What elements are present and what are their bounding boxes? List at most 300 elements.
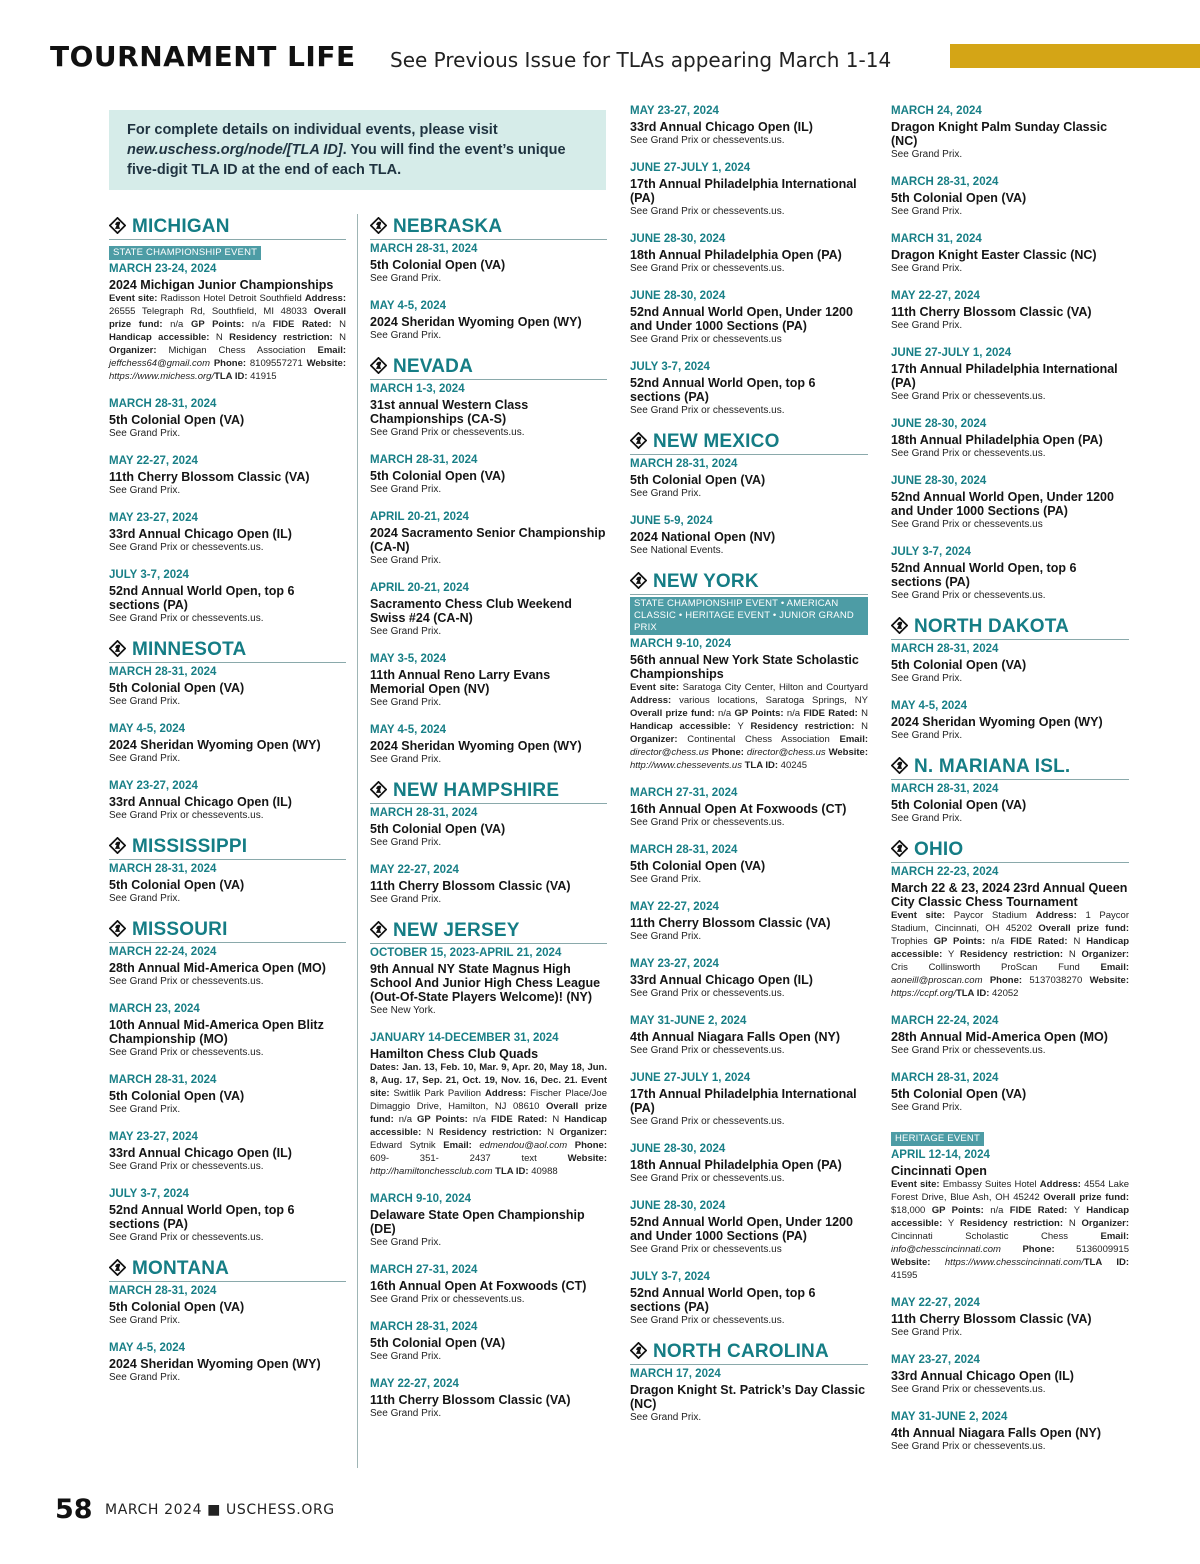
detail-label: Website: xyxy=(1089,975,1129,986)
state-name: NEW MEXICO xyxy=(653,431,780,452)
detail-label: Organizer: xyxy=(630,734,688,745)
event-name: 52nd Annual World Open, top 6 sections (PA) xyxy=(109,584,295,612)
detail-label: Residency restriction: xyxy=(960,949,1069,960)
detail-label: Residency restriction: xyxy=(750,721,862,732)
event-listing xyxy=(891,474,1129,531)
event-listing xyxy=(370,1320,607,1363)
event-listing xyxy=(370,581,607,638)
event-name: 52nd Annual World Open, top 6 sections (PA) xyxy=(109,1203,295,1231)
event-note: See Grand Prix. xyxy=(370,837,442,848)
detail-value: $18,000 xyxy=(891,1205,932,1216)
detail-value: N xyxy=(552,1114,565,1125)
state-heading xyxy=(370,920,607,944)
event-date: MAY 4-5, 2024 xyxy=(370,724,447,736)
detail-value: 5137038270 xyxy=(1029,975,1090,986)
event-listing xyxy=(891,865,1129,1000)
event-listing xyxy=(109,779,346,822)
event-listing xyxy=(109,722,346,765)
event-note: See Grand Prix or chessevents.us. xyxy=(109,542,264,553)
event-name: 5th Colonial Open (VA) xyxy=(109,413,245,427)
event-date: APRIL 20-21, 2024 xyxy=(370,511,469,523)
event-note: See Grand Prix. xyxy=(109,428,181,439)
event-listing xyxy=(630,957,868,1000)
event-name: 5th Colonial Open (VA) xyxy=(891,658,1027,672)
event-name: 16th Annual Open At Foxwoods (CT) xyxy=(370,1279,587,1293)
event-name: 18th Annual Philadelphia Open (PA) xyxy=(630,248,842,262)
state-name: NEW JERSEY xyxy=(393,920,520,941)
detail-value: Y xyxy=(948,1218,961,1229)
detail-value: N xyxy=(861,708,868,719)
detail-label: Website: xyxy=(891,1257,945,1268)
event-listing xyxy=(370,242,607,285)
event-date: MAY 23-27, 2024 xyxy=(891,1354,980,1366)
detail-value: n/a xyxy=(991,936,1011,947)
event-name: 5th Colonial Open (VA) xyxy=(109,681,245,695)
detail-value: n/a xyxy=(170,319,191,330)
detail-label: Overall prize fund: xyxy=(370,1101,607,1125)
details-notice xyxy=(109,110,606,190)
detail-link[interactable]: jeffchess64@gmail.com xyxy=(109,358,210,369)
detail-label: GP Points: xyxy=(931,1205,991,1216)
event-date: MAY 23-27, 2024 xyxy=(630,105,719,117)
event-note: See Grand Prix. xyxy=(370,330,442,341)
event-date: JULY 3-7, 2024 xyxy=(891,546,971,558)
event-note: See Grand Prix. xyxy=(370,1351,442,1362)
event-date: JUNE 28-30, 2024 xyxy=(891,475,987,487)
event-date: MAY 22-27, 2024 xyxy=(891,290,980,302)
state-name: NEVADA xyxy=(393,356,474,377)
event-badge: STATE CHAMPIONSHIP EVENT • AMERICAN CLASSIC • HERITAGE EVENT • JUNIOR GRAND PRIX xyxy=(630,597,868,635)
knight-icon xyxy=(370,217,387,234)
event-date: MARCH 28-31, 2024 xyxy=(109,398,217,410)
event-note: See Grand Prix or chessevents.us. xyxy=(630,405,785,416)
detail-label: TLA ID: xyxy=(741,760,781,771)
event-date: MAY 31-JUNE 2, 2024 xyxy=(891,1411,1008,1423)
event-date: MARCH 28-31, 2024 xyxy=(109,863,217,875)
event-name: 33rd Annual Chicago Open (IL) xyxy=(109,795,292,809)
detail-value: Embassy Suites Hotel xyxy=(942,1179,1040,1190)
event-listing xyxy=(891,1014,1129,1057)
detail-value: N xyxy=(215,332,230,343)
event-date: JUNE 28-30, 2024 xyxy=(630,290,726,302)
event-name: 52nd Annual World Open, Under 1200 and Under 1000 Sections (PA) xyxy=(630,305,853,333)
event-note: See Grand Prix or chessevents.us. xyxy=(109,1161,264,1172)
event-listing xyxy=(370,863,607,906)
event-date: MAY 22-27, 2024 xyxy=(630,901,719,913)
knight-icon xyxy=(109,920,126,937)
detail-value: Michigan Chess Association xyxy=(168,345,318,356)
event-note: See Grand Prix or chessevents.us xyxy=(630,1244,782,1255)
event-date: MARCH 28-31, 2024 xyxy=(891,643,999,655)
event-name: Hamilton Chess Club Quads xyxy=(370,1047,539,1061)
detail-label: Email: xyxy=(1100,962,1129,973)
detail-label: Overall prize fund: xyxy=(1038,923,1129,934)
event-listing xyxy=(109,397,346,440)
detail-value: n/a xyxy=(251,319,273,330)
detail-value: Saratoga City Center, Hilton and Courtyard xyxy=(682,682,869,693)
detail-value: 8109557271 xyxy=(249,358,307,369)
notice-url[interactable]: new.uschess.org/node/[TLA ID] xyxy=(127,142,343,158)
event-date: MARCH 22-24, 2024 xyxy=(109,946,217,958)
event-listing xyxy=(630,514,868,557)
detail-label: Organizer: xyxy=(1081,1218,1130,1229)
event-name: 5th Colonial Open (VA) xyxy=(370,469,506,483)
event-name: 2024 Sheridan Wyoming Open (WY) xyxy=(370,739,582,753)
state-name: MINNESOTA xyxy=(132,639,247,660)
detail-link[interactable]: info@chesscincinnati.com xyxy=(891,1244,1001,1255)
detail-label: TLA ID: xyxy=(1083,1257,1129,1268)
event-name: 11th Cherry Blossom Classic (VA) xyxy=(370,879,571,893)
event-listing xyxy=(109,454,346,497)
event-date: MAY 3-5, 2024 xyxy=(370,653,447,665)
event-listing xyxy=(630,161,868,218)
event-date: MARCH 28-31, 2024 xyxy=(370,1321,478,1333)
event-note: See National Events. xyxy=(630,545,724,556)
event-note: See Grand Prix. xyxy=(630,1412,702,1423)
event-listing xyxy=(891,232,1129,275)
event-listing xyxy=(109,242,346,383)
detail-link[interactable]: https://www.chesscincinnati.com/ xyxy=(944,1257,1084,1268)
knight-icon xyxy=(891,840,908,857)
event-note: See Grand Prix. xyxy=(630,488,702,499)
detail-label: TLA ID: xyxy=(214,371,251,382)
knight-icon xyxy=(109,640,126,657)
detail-value: 4554 Lake Forest Drive, Blue Ash, OH 45242 xyxy=(891,1179,1130,1203)
event-listing xyxy=(891,104,1129,161)
detail-label: Handicap accessible: xyxy=(891,1205,1129,1229)
detail-label: Overall prize fund: xyxy=(109,306,346,330)
detail-value: 41915 xyxy=(250,371,277,382)
event-listing xyxy=(370,510,607,567)
event-details xyxy=(891,909,1129,1000)
accent-bar xyxy=(950,44,1200,68)
detail-label: Phone: xyxy=(1000,1244,1077,1255)
detail-label: Email: xyxy=(443,1140,480,1151)
detail-link[interactable]: http://www.chessevents.us xyxy=(630,760,742,771)
event-listing xyxy=(630,1270,868,1327)
detail-value: N xyxy=(426,1127,440,1138)
event-note: See Grand Prix or chessevents.us. xyxy=(370,1294,525,1305)
state-name: NEW YORK xyxy=(653,571,759,592)
event-note: See Grand Prix or chessevents.us. xyxy=(891,1384,1046,1395)
event-listing xyxy=(891,699,1129,742)
event-date: MARCH 17, 2024 xyxy=(630,1368,721,1380)
event-name: 33rd Annual Chicago Open (IL) xyxy=(630,120,813,134)
detail-label: Organizer: xyxy=(559,1127,608,1138)
event-listing xyxy=(109,1130,346,1173)
event-name: 11th Cherry Blossom Classic (VA) xyxy=(370,1393,571,1407)
page-footer xyxy=(55,1494,335,1525)
detail-value: 41595 xyxy=(891,1270,918,1281)
event-date: APRIL 20-21, 2024 xyxy=(370,582,469,594)
event-listing xyxy=(370,946,607,1017)
detail-label: Address: xyxy=(1039,1179,1085,1190)
detail-value: 1 Paycor Stadium, Cincinnati, OH 45202 xyxy=(891,910,1129,934)
detail-value: 40245 xyxy=(780,760,808,771)
event-listing xyxy=(370,1263,607,1306)
detail-value: n/a xyxy=(398,1114,417,1125)
event-date: MARCH 9-10, 2024 xyxy=(630,638,731,650)
detail-label: Email: xyxy=(317,345,347,356)
column-2 xyxy=(370,212,607,1434)
event-date: MARCH 27-31, 2024 xyxy=(630,787,738,799)
event-name: 5th Colonial Open (VA) xyxy=(109,1300,245,1314)
state-heading xyxy=(109,1258,346,1282)
event-date: MAY 22-27, 2024 xyxy=(370,864,459,876)
event-name: 5th Colonial Open (VA) xyxy=(370,1336,506,1350)
detail-link[interactable]: aoneill@proscan.com xyxy=(891,975,983,986)
detail-value: Trophies xyxy=(891,936,934,947)
knight-icon xyxy=(891,617,908,634)
detail-value: various locations, Saratoga Springs, NY xyxy=(679,695,868,706)
event-date: MAY 22-27, 2024 xyxy=(891,1297,980,1309)
detail-value: 26555 Telegraph Rd, Southfield, MI 48033 xyxy=(109,306,314,317)
event-name: 11th Cherry Blossom Classic (VA) xyxy=(891,305,1092,319)
event-listing xyxy=(109,568,346,625)
event-date: MAY 22-27, 2024 xyxy=(109,455,198,467)
event-listing xyxy=(370,1377,607,1420)
page-number: 58 xyxy=(55,1494,93,1525)
event-badge: STATE CHAMPIONSHIP EVENT xyxy=(109,246,261,260)
event-details xyxy=(370,1061,607,1178)
knight-icon xyxy=(109,837,126,854)
detail-value: Radisson Hotel Detroit Southfield xyxy=(160,293,305,304)
event-name: 52nd Annual World Open, top 6 sections (PA) xyxy=(630,1286,816,1314)
event-listing xyxy=(891,782,1129,825)
event-name: Dragon Knight Palm Sunday Classic (NC) xyxy=(891,120,1108,148)
column-divider xyxy=(357,214,358,1468)
event-date: MARCH 28-31, 2024 xyxy=(891,1072,999,1084)
detail-label: Address: xyxy=(304,293,346,304)
event-name: 18th Annual Philadelphia Open (PA) xyxy=(891,433,1103,447)
event-note: See Grand Prix or chessevents.us. xyxy=(630,263,785,274)
event-name: 17th Annual Philadelphia International (PA) xyxy=(630,177,857,205)
detail-label: Address: xyxy=(485,1088,531,1099)
event-date: JUNE 28-30, 2024 xyxy=(630,1200,726,1212)
event-listing xyxy=(630,1199,868,1256)
event-note: See Grand Prix or chessevents.us. xyxy=(630,1173,785,1184)
detail-label: Address: xyxy=(1035,910,1086,921)
state-heading xyxy=(370,780,607,804)
event-listing xyxy=(370,723,607,766)
event-name: 5th Colonial Open (VA) xyxy=(630,473,766,487)
event-name: March 22 & 23, 2024 23rd Annual Queen City Classic Chess Tournament xyxy=(891,881,1128,909)
event-listing xyxy=(891,417,1129,460)
event-date: MARCH 22-24, 2024 xyxy=(891,1015,999,1027)
event-listing xyxy=(630,1071,868,1128)
detail-link[interactable]: director@chess.us xyxy=(630,747,709,758)
detail-link[interactable]: director@chess.us xyxy=(746,747,826,758)
event-note: See Grand Prix. xyxy=(109,485,181,496)
event-note: See Grand Prix. xyxy=(370,484,442,495)
event-date: MARCH 31, 2024 xyxy=(891,233,982,245)
event-note: See Grand Prix. xyxy=(891,149,963,160)
event-note: See Grand Prix. xyxy=(891,813,963,824)
column-4 xyxy=(891,102,1129,1467)
detail-link[interactable]: https://ccpf.org/ xyxy=(891,988,956,999)
event-listing xyxy=(370,382,607,439)
event-name: 52nd Annual World Open, top 6 sections (PA) xyxy=(630,376,816,404)
state-heading xyxy=(630,571,868,595)
detail-value: Continental Chess Association xyxy=(687,734,840,745)
event-listing xyxy=(891,175,1129,218)
event-name: 31st annual Western Class Championships (CA-S) xyxy=(370,398,529,426)
event-note: See Grand Prix. xyxy=(109,893,181,904)
detail-value: Y xyxy=(1073,1205,1087,1216)
event-name: Delaware State Open Championship (DE) xyxy=(370,1208,585,1236)
event-date: MAY 4-5, 2024 xyxy=(109,1342,186,1354)
event-listing xyxy=(109,1284,346,1327)
event-date: MARCH 28-31, 2024 xyxy=(370,807,478,819)
event-name: 2024 Sheridan Wyoming Open (WY) xyxy=(891,715,1103,729)
event-name: 5th Colonial Open (VA) xyxy=(370,258,506,272)
detail-label: Event site: xyxy=(891,910,954,921)
detail-label: Handicap accessible: xyxy=(630,721,738,732)
event-listing xyxy=(109,511,346,554)
section-subtitle: See Previous Issue for TLAs appearing March 1-14 xyxy=(390,48,892,72)
detail-value: N xyxy=(1073,936,1087,947)
detail-label: FIDE Rated: xyxy=(1010,936,1074,947)
section-title: TOURNAMENT LIFE xyxy=(50,40,356,73)
event-note: See Grand Prix or chessevents.us. xyxy=(109,976,264,987)
event-name: 17th Annual Philadelphia International (PA) xyxy=(891,362,1118,390)
event-listing xyxy=(891,1071,1129,1114)
knight-icon xyxy=(630,1342,647,1359)
detail-value: 609- 351- 2437 text xyxy=(370,1153,568,1164)
event-date: MARCH 28-31, 2024 xyxy=(109,1074,217,1086)
event-listing xyxy=(109,862,346,905)
detail-label: Handicap accessible: xyxy=(109,332,216,343)
detail-label: Event site: xyxy=(891,1179,943,1190)
detail-value: 42052 xyxy=(992,988,1019,999)
event-note: See Grand Prix. xyxy=(370,555,442,566)
detail-value: n/a xyxy=(786,708,804,719)
state-heading xyxy=(109,919,346,943)
knight-icon xyxy=(370,921,387,938)
event-date: MAY 23-27, 2024 xyxy=(630,958,719,970)
detail-label: Residency restriction: xyxy=(439,1127,548,1138)
detail-label: TLA ID: xyxy=(492,1166,532,1177)
detail-label: GP Points: xyxy=(734,708,787,719)
event-listing xyxy=(891,1128,1129,1282)
event-name: 33rd Annual Chicago Open (IL) xyxy=(891,1369,1074,1383)
event-date: MARCH 1-3, 2024 xyxy=(370,383,465,395)
event-listing xyxy=(630,843,868,886)
event-note: See Grand Prix or chessevents.us. xyxy=(370,427,525,438)
event-name: 2024 Sacramento Senior Championship (CA-N) xyxy=(370,526,606,554)
event-note: See Grand Prix. xyxy=(109,1104,181,1115)
detail-value: Paycor Stadium xyxy=(953,910,1036,921)
event-date: MARCH 28-31, 2024 xyxy=(109,1285,217,1297)
event-listing xyxy=(891,346,1129,403)
event-listing xyxy=(891,1353,1129,1396)
event-note: See Grand Prix. xyxy=(109,1315,181,1326)
event-date: JULY 3-7, 2024 xyxy=(109,569,189,581)
detail-label: Handicap accessible: xyxy=(370,1114,607,1138)
event-note: See Grand Prix. xyxy=(891,263,963,274)
detail-link[interactable]: edmendou@aol.com xyxy=(479,1140,568,1151)
event-listing xyxy=(891,289,1129,332)
detail-value: N xyxy=(1068,1218,1082,1229)
detail-value: Switlik Park Pavilion xyxy=(393,1088,486,1099)
event-date: MARCH 22-23, 2024 xyxy=(891,866,999,878)
event-listing xyxy=(630,1014,868,1057)
detail-value: n/a xyxy=(472,1114,492,1125)
event-date: MARCH 28-31, 2024 xyxy=(109,666,217,678)
event-name: 4th Annual Niagara Falls Open (NY) xyxy=(891,1426,1101,1440)
event-note: See Grand Prix. xyxy=(109,753,181,764)
event-listing xyxy=(370,806,607,849)
detail-value: 5136009915 xyxy=(1076,1244,1129,1255)
state-name: N. MARIANA ISL. xyxy=(914,756,1071,777)
event-date: MAY 23-27, 2024 xyxy=(109,512,198,524)
state-name: OHIO xyxy=(914,839,964,860)
state-heading xyxy=(370,216,607,240)
event-note: See Grand Prix. xyxy=(891,673,963,684)
event-name: 52nd Annual World Open, Under 1200 and Under 1000 Sections (PA) xyxy=(891,490,1114,518)
event-name: 5th Colonial Open (VA) xyxy=(891,1087,1027,1101)
detail-label: Phone: xyxy=(982,975,1030,986)
event-date: OCTOBER 15, 2023-APRIL 21, 2024 xyxy=(370,947,562,959)
event-listing xyxy=(109,1002,346,1059)
detail-link[interactable]: http://hamiltonchessclub.com xyxy=(370,1166,493,1177)
event-name: 2024 National Open (NV) xyxy=(630,530,776,544)
event-listing xyxy=(891,545,1129,602)
detail-label: Website: xyxy=(306,358,346,369)
event-name: 33rd Annual Chicago Open (IL) xyxy=(109,527,292,541)
event-note: See Grand Prix. xyxy=(370,273,442,284)
event-date: MARCH 24, 2024 xyxy=(891,105,982,117)
detail-label: Phone: xyxy=(567,1140,607,1151)
event-note: See Grand Prix. xyxy=(891,320,963,331)
event-note: See Grand Prix or chessevents.us. xyxy=(630,135,785,146)
event-listing xyxy=(370,299,607,342)
event-date: JULY 3-7, 2024 xyxy=(109,1188,189,1200)
detail-label: Handicap accessible: xyxy=(891,936,1130,960)
event-name: 2024 Michigan Junior Championships xyxy=(109,278,334,292)
event-date: MAY 23-27, 2024 xyxy=(109,780,198,792)
event-name: 11th Cherry Blossom Classic (VA) xyxy=(630,916,831,930)
event-name: 17th Annual Philadelphia International (PA) xyxy=(630,1087,857,1115)
event-listing xyxy=(630,1142,868,1185)
event-details xyxy=(891,1178,1129,1282)
event-name: 2024 Sheridan Wyoming Open (WY) xyxy=(109,1357,321,1371)
state-heading xyxy=(630,1341,868,1365)
event-listing xyxy=(630,360,868,417)
event-name: 33rd Annual Chicago Open (IL) xyxy=(630,973,813,987)
event-note: See Grand Prix. xyxy=(370,894,442,905)
event-name: 2024 Sheridan Wyoming Open (WY) xyxy=(370,315,582,329)
detail-value: Edward Sytnik xyxy=(370,1140,444,1151)
event-listing xyxy=(370,1031,607,1178)
detail-label: Residency restriction: xyxy=(960,1218,1069,1229)
knight-icon xyxy=(630,432,647,449)
detail-value: N xyxy=(861,721,868,732)
column-3 xyxy=(630,102,868,1438)
event-details xyxy=(630,681,868,772)
state-name: MISSOURI xyxy=(132,919,228,940)
detail-value: Cincinnati Scholastic Chess xyxy=(891,1231,1101,1242)
detail-link[interactable]: https://www.michess.org/ xyxy=(109,371,215,382)
detail-value: N xyxy=(339,319,346,330)
detail-label: Website: xyxy=(825,747,868,758)
event-date: JUNE 27-JULY 1, 2024 xyxy=(891,347,1012,359)
knight-icon xyxy=(891,757,908,774)
event-date: MARCH 28-31, 2024 xyxy=(370,454,478,466)
detail-label: Event site: xyxy=(109,293,161,304)
event-name: 5th Colonial Open (VA) xyxy=(891,798,1027,812)
detail-label: GP Points: xyxy=(933,936,992,947)
